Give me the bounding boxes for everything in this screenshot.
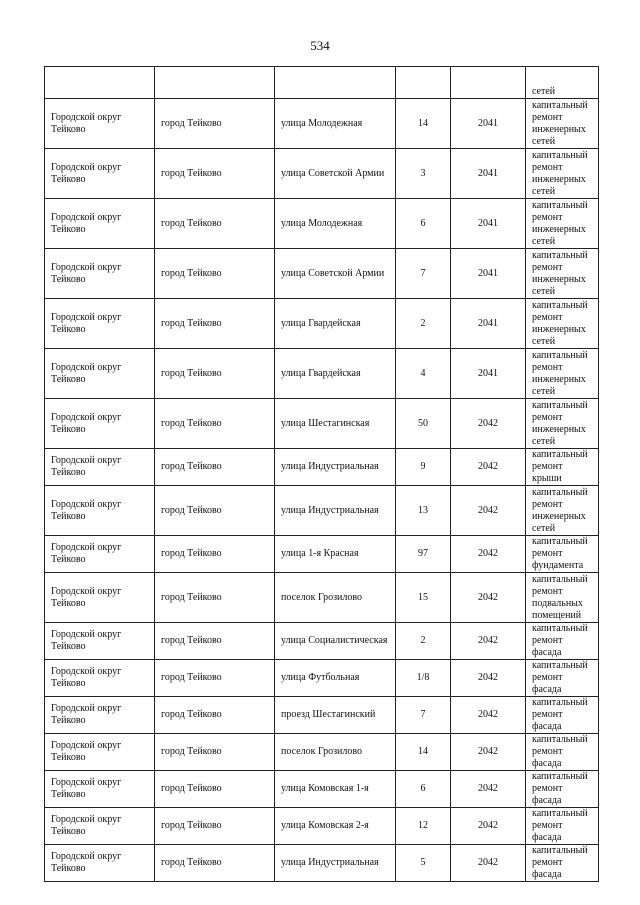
work-cell: капитальный ремонт инженерных сетей <box>526 249 599 299</box>
work-cell: капитальный ремонт инженерных сетей <box>526 149 599 199</box>
year-cell: 2041 <box>451 149 526 199</box>
house-cell <box>396 67 451 99</box>
city-cell: город Тейково <box>155 536 275 573</box>
district-cell: Городской округ Тейково <box>45 249 155 299</box>
district-cell: Городской округ Тейково <box>45 536 155 573</box>
table-row <box>45 99 599 149</box>
year-cell: 2042 <box>451 399 526 449</box>
work-cell: капитальный ремонт крыши <box>526 449 599 486</box>
house-cell: 1/8 <box>396 660 451 697</box>
house-cell: 2 <box>396 299 451 349</box>
district-cell: Городской округ Тейково <box>45 734 155 771</box>
year-cell: 2042 <box>451 573 526 623</box>
street-cell: улица Советской Армии <box>275 249 396 299</box>
table-row <box>45 697 599 734</box>
city-cell: город Тейково <box>155 734 275 771</box>
district-cell: Городской округ Тейково <box>45 845 155 882</box>
table-row <box>45 771 599 808</box>
city-cell: город Тейково <box>155 697 275 734</box>
house-cell: 5 <box>396 845 451 882</box>
work-cell: капитальный ремонт инженерных сетей <box>526 486 599 536</box>
house-cell: 2 <box>396 623 451 660</box>
street-cell: поселок Грозилово <box>275 734 396 771</box>
year-cell: 2041 <box>451 349 526 399</box>
house-cell: 3 <box>396 149 451 199</box>
district-cell: Городской округ Тейково <box>45 623 155 660</box>
table-row <box>45 845 599 882</box>
year-cell: 2042 <box>451 845 526 882</box>
work-cell: капитальный ремонт фасада <box>526 845 599 882</box>
house-cell: 7 <box>396 249 451 299</box>
city-cell: город Тейково <box>155 845 275 882</box>
house-cell: 14 <box>396 734 451 771</box>
street-cell: улица Комовская 1-я <box>275 771 396 808</box>
repair-schedule-table <box>44 66 599 882</box>
table-row <box>45 486 599 536</box>
street-cell: улица Гвардейская <box>275 299 396 349</box>
street-cell: улица Молодежная <box>275 199 396 249</box>
year-cell: 2042 <box>451 623 526 660</box>
street-cell: улица Советской Армии <box>275 149 396 199</box>
work-cell: капитальный ремонт фасада <box>526 623 599 660</box>
work-cell: капитальный ремонт фасада <box>526 771 599 808</box>
table-row <box>45 808 599 845</box>
street-cell: поселок Грозилово <box>275 573 396 623</box>
year-cell: 2042 <box>451 449 526 486</box>
year-cell: 2042 <box>451 734 526 771</box>
table-row <box>45 299 599 349</box>
work-cell: капитальный ремонт подвальных помещений <box>526 573 599 623</box>
district-cell <box>45 67 155 99</box>
house-cell: 13 <box>396 486 451 536</box>
city-cell: город Тейково <box>155 660 275 697</box>
year-cell: 2042 <box>451 771 526 808</box>
table-row <box>45 199 599 249</box>
table-row <box>45 449 599 486</box>
house-cell: 6 <box>396 199 451 249</box>
work-cell: капитальный ремонт фасада <box>526 808 599 845</box>
year-cell: 2042 <box>451 486 526 536</box>
house-cell: 4 <box>396 349 451 399</box>
house-cell: 12 <box>396 808 451 845</box>
district-cell: Городской округ Тейково <box>45 697 155 734</box>
street-cell: улица Индустриальная <box>275 449 396 486</box>
table-row <box>45 399 599 449</box>
city-cell: город Тейково <box>155 99 275 149</box>
work-cell: капитальный ремонт инженерных сетей <box>526 99 599 149</box>
street-cell: улица Молодежная <box>275 99 396 149</box>
page-number: 534 <box>310 38 330 53</box>
district-cell: Городской округ Тейково <box>45 399 155 449</box>
street-cell: улица Индустриальная <box>275 845 396 882</box>
work-cell: капитальный ремонт фасада <box>526 697 599 734</box>
district-cell: Городской округ Тейково <box>45 299 155 349</box>
year-cell: 2042 <box>451 660 526 697</box>
work-cell: капитальный ремонт фасада <box>526 734 599 771</box>
year-cell <box>451 67 526 99</box>
work-cell: капитальный ремонт инженерных сетей <box>526 399 599 449</box>
work-cell: капитальный ремонт инженерных сетей <box>526 349 599 399</box>
city-cell: город Тейково <box>155 249 275 299</box>
table-row <box>45 734 599 771</box>
district-cell: Городской округ Тейково <box>45 808 155 845</box>
city-cell: город Тейково <box>155 486 275 536</box>
district-cell: Городской округ Тейково <box>45 771 155 808</box>
city-cell: город Тейково <box>155 449 275 486</box>
district-cell: Городской округ Тейково <box>45 573 155 623</box>
table-row <box>45 349 599 399</box>
year-cell: 2042 <box>451 697 526 734</box>
city-cell: город Тейково <box>155 299 275 349</box>
city-cell: город Тейково <box>155 808 275 845</box>
house-cell: 50 <box>396 399 451 449</box>
street-cell: улица Гвардейская <box>275 349 396 399</box>
table-row <box>45 536 599 573</box>
district-cell: Городской округ Тейково <box>45 99 155 149</box>
street-cell: улица Социалистическая <box>275 623 396 660</box>
work-cell: сетей <box>526 67 599 99</box>
year-cell: 2041 <box>451 199 526 249</box>
city-cell: город Тейково <box>155 623 275 660</box>
work-cell: капитальный ремонт инженерных сетей <box>526 199 599 249</box>
house-cell: 14 <box>396 99 451 149</box>
table-row <box>45 660 599 697</box>
street-cell: улица Индустриальная <box>275 486 396 536</box>
district-cell: Городской округ Тейково <box>45 449 155 486</box>
city-cell: город Тейково <box>155 199 275 249</box>
year-cell: 2041 <box>451 299 526 349</box>
year-cell: 2042 <box>451 536 526 573</box>
city-cell: город Тейково <box>155 771 275 808</box>
work-cell: капитальный ремонт фундамента <box>526 536 599 573</box>
street-cell: улица Футбольная <box>275 660 396 697</box>
street-cell: улица Шестагинская <box>275 399 396 449</box>
district-cell: Городской округ Тейково <box>45 199 155 249</box>
table-row <box>45 249 599 299</box>
house-cell: 6 <box>396 771 451 808</box>
work-cell: капитальный ремонт фасада <box>526 660 599 697</box>
city-cell <box>155 67 275 99</box>
city-cell: город Тейково <box>155 573 275 623</box>
table-row-continuation <box>45 67 599 99</box>
district-cell: Городской округ Тейково <box>45 349 155 399</box>
house-cell: 97 <box>396 536 451 573</box>
street-cell <box>275 67 396 99</box>
house-cell: 15 <box>396 573 451 623</box>
table-row <box>45 623 599 660</box>
district-cell: Городской округ Тейково <box>45 149 155 199</box>
city-cell: город Тейково <box>155 349 275 399</box>
street-cell: проезд Шестагинский <box>275 697 396 734</box>
year-cell: 2042 <box>451 808 526 845</box>
table-row <box>45 149 599 199</box>
street-cell: улица Комовская 2-я <box>275 808 396 845</box>
street-cell: улица 1-я Красная <box>275 536 396 573</box>
district-cell: Городской округ Тейково <box>45 486 155 536</box>
year-cell: 2041 <box>451 249 526 299</box>
table-row <box>45 573 599 623</box>
city-cell: город Тейково <box>155 149 275 199</box>
district-cell: Городской округ Тейково <box>45 660 155 697</box>
house-cell: 7 <box>396 697 451 734</box>
city-cell: город Тейково <box>155 399 275 449</box>
year-cell: 2041 <box>451 99 526 149</box>
work-cell: капитальный ремонт инженерных сетей <box>526 299 599 349</box>
house-cell: 9 <box>396 449 451 486</box>
